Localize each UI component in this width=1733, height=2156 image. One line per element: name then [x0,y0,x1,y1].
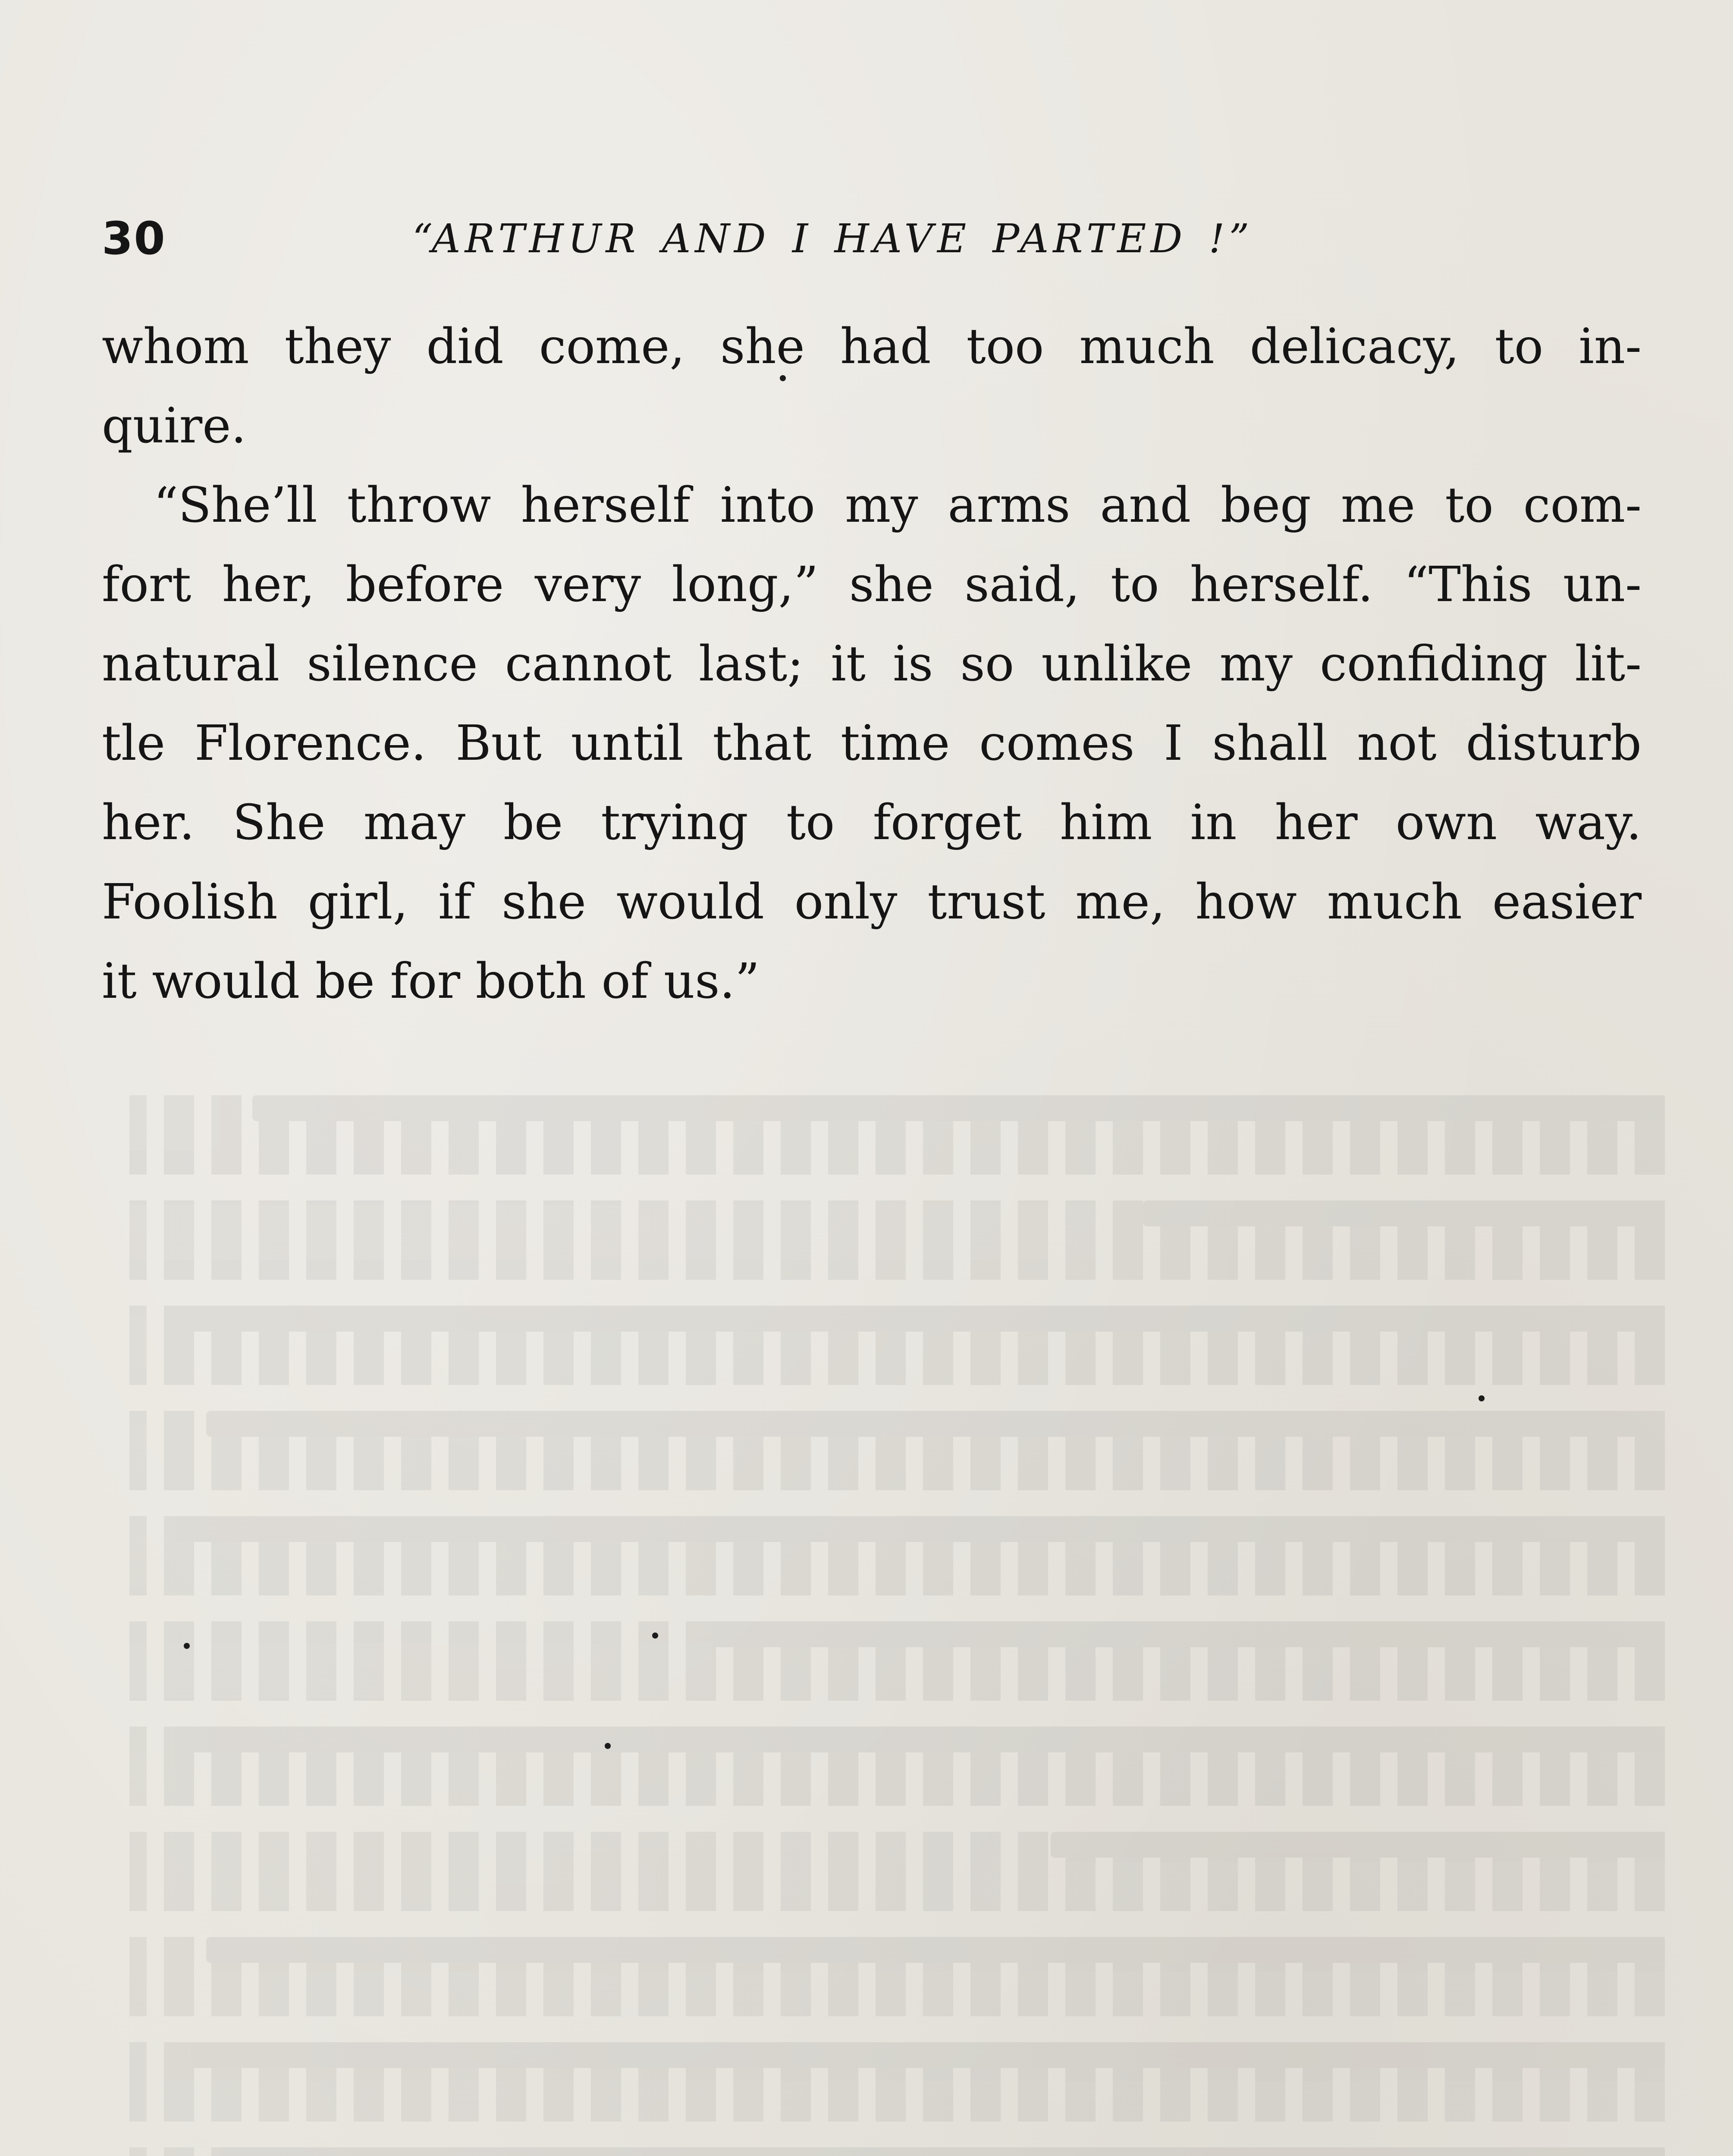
page-header [102,212,1637,273]
running-head: “ARTHUR AND I HAVE PARTED !” [412,216,1254,262]
body-text [102,307,1642,1021]
paper-speck [184,1643,190,1649]
text-line: fort her, before very long,” she said, to herself. “This un- [102,557,1642,613]
text-line: whom they did come, she had too much delicacy, to in- [102,319,1642,375]
paper-speck [780,375,786,381]
show-through-texture [129,1069,1665,2156]
page-number: 30 [102,212,166,265]
text-line: natural silence cannot last; it is so unlike my confiding lit- [102,636,1642,692]
text-line: tle Florence. But until that time comes I shall not disturb [102,715,1642,771]
paper-speck [1479,1395,1485,1401]
paper-speck [652,1633,658,1639]
text-line: quire. [102,398,247,454]
paper-speck [605,1743,611,1749]
text-line: “She’ll throw herself into my arms and beg me to com- [154,477,1642,533]
text-line: it would be for both of us.” [102,953,760,1009]
text-line: Foolish girl, if she would only trust me, how much easier [102,874,1642,930]
text-line: her. She may be trying to forget him in her own way. [102,795,1642,851]
